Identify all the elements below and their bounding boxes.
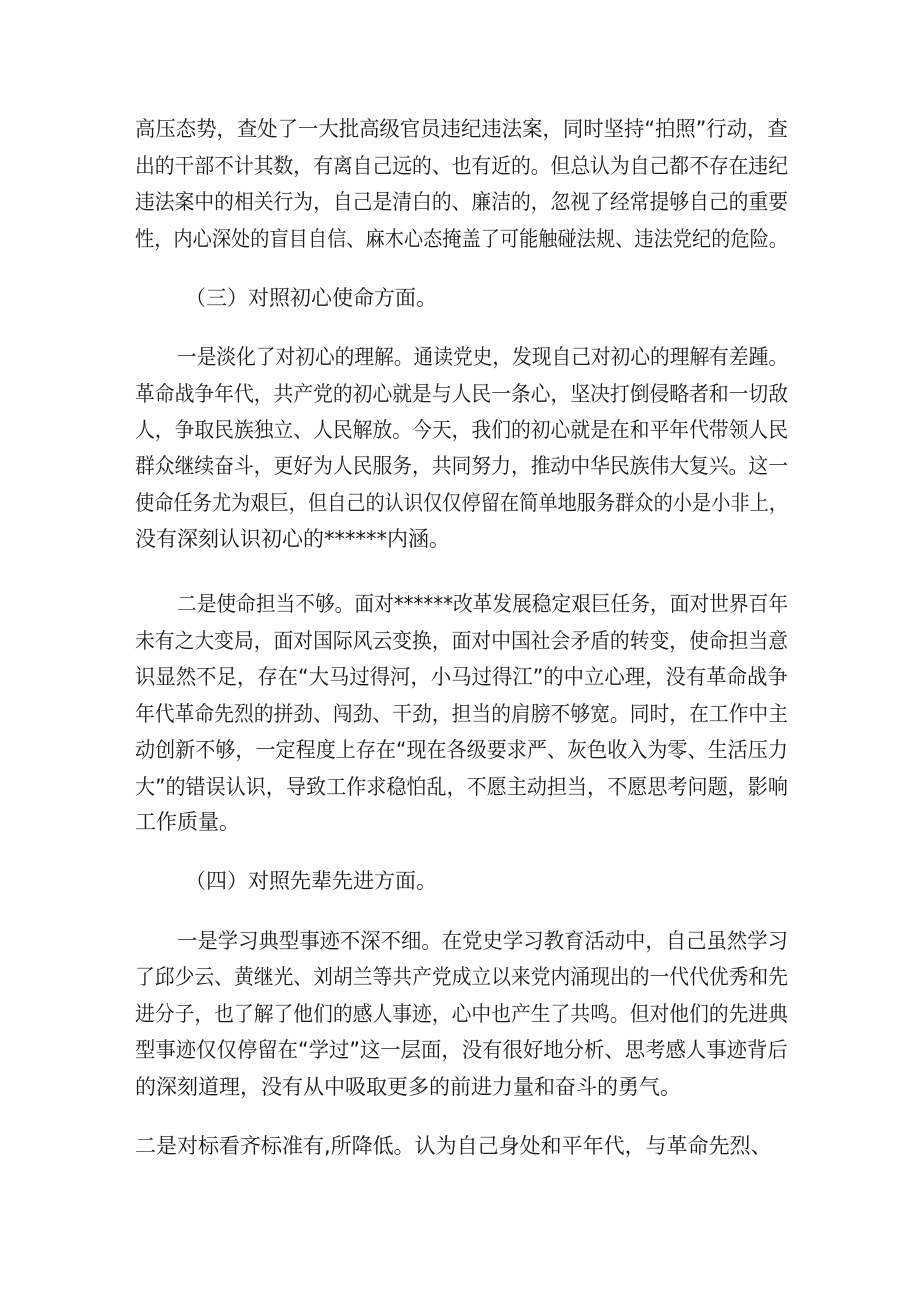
text-line: 大”的错误认识，导致工作求稳怕乱，不愿主动担当，不愿思考问题，影响 [135,775,788,799]
text-line: 动创新不够，一定程度上存在“现在各级要求严、灰色收入为零、生活压力 [135,738,788,762]
text-line: 识显然不足，存在“大马过得河，小马过得江”的中立心理，没有革命战争 [135,665,788,689]
text-line: 未有之大变局，面对国际风云变换，面对中国社会矛盾的转变，使命担当意 [135,629,789,653]
text-line: 群众继续奋斗，更好为人民服务，共同努力，推动中华民族伟大复兴。这一 [135,454,789,478]
text-line: 一是学习典型事迹不深不细。在党史学习教育活动中，自己虽然学习 [177,929,788,953]
section-heading: （四）对照先辈先进方面。 [185,869,437,893]
text-line: 性，内心深处的盲目自信、麻木心态掩盖了可能触碰法规、违法党纪的危险。 [135,227,789,251]
text-line: 高压态势，查处了一大批高级官员违纪违法案，同时坚持“拍照”行动，查 [135,117,788,141]
text-line: 违法案中的相关行为，自己是清白的、廉洁的，忽视了经常提够自己的重要 [135,190,789,214]
text-line: 工作质量。 [135,810,240,834]
text-line: 革命战争年代，共产党的初心就是与人民一条心，坚决打倒侵略者和一切敌 [135,382,789,406]
text-line: 进分子，也了解了他们的感人事迹，心中也产生了共鸣。但对他们的先进典 [135,1002,789,1026]
text-line: 没有深刻认识初心的******内涵。 [135,527,450,551]
text-line: 人，争取民族独立、人民解放。今天，我们的初心就是在和平年代带领人民 [135,418,789,442]
text-line: 二是使命担当不够。面对******改革发展稳定艰巨任务，面对世界百年 [177,592,789,616]
text-line: 型事迹仅仅停留在“学过”这一层面，没有很好地分析、思考感人事迹背后 [135,1038,788,1062]
text-line: 使命任务尤为艰巨，但自己的认识仅仅停留在简单地服务群众的小是小非上， [135,491,789,515]
text-line: 一是淡化了对初心的理解。通读党史，发现自己对初心的理解有差踵。 [177,345,789,369]
section-heading: （三）对照初心使命方面。 [185,286,437,310]
text-line: 了邱少云、黄继光、刘胡兰等共产党成立以来党内涌现出的一代代优秀和先 [135,965,789,989]
text-line: 年代革命先烈的拼劲、闯劲、干劲，担当的肩膀不够宽。同时，在工作中主 [135,702,789,726]
text-line: 出的干部不计其数，有离自己远的、也有近的。但总认为自己都不存在违纪 [135,154,789,178]
text-line: 的深刻道理，没有从中吸取更多的前进力量和奋斗的勇气。 [135,1075,681,1099]
text-line: 二是对标看齐标准有,所降低。认为自己身处和平年代，与革命先烈、 [135,1134,772,1158]
